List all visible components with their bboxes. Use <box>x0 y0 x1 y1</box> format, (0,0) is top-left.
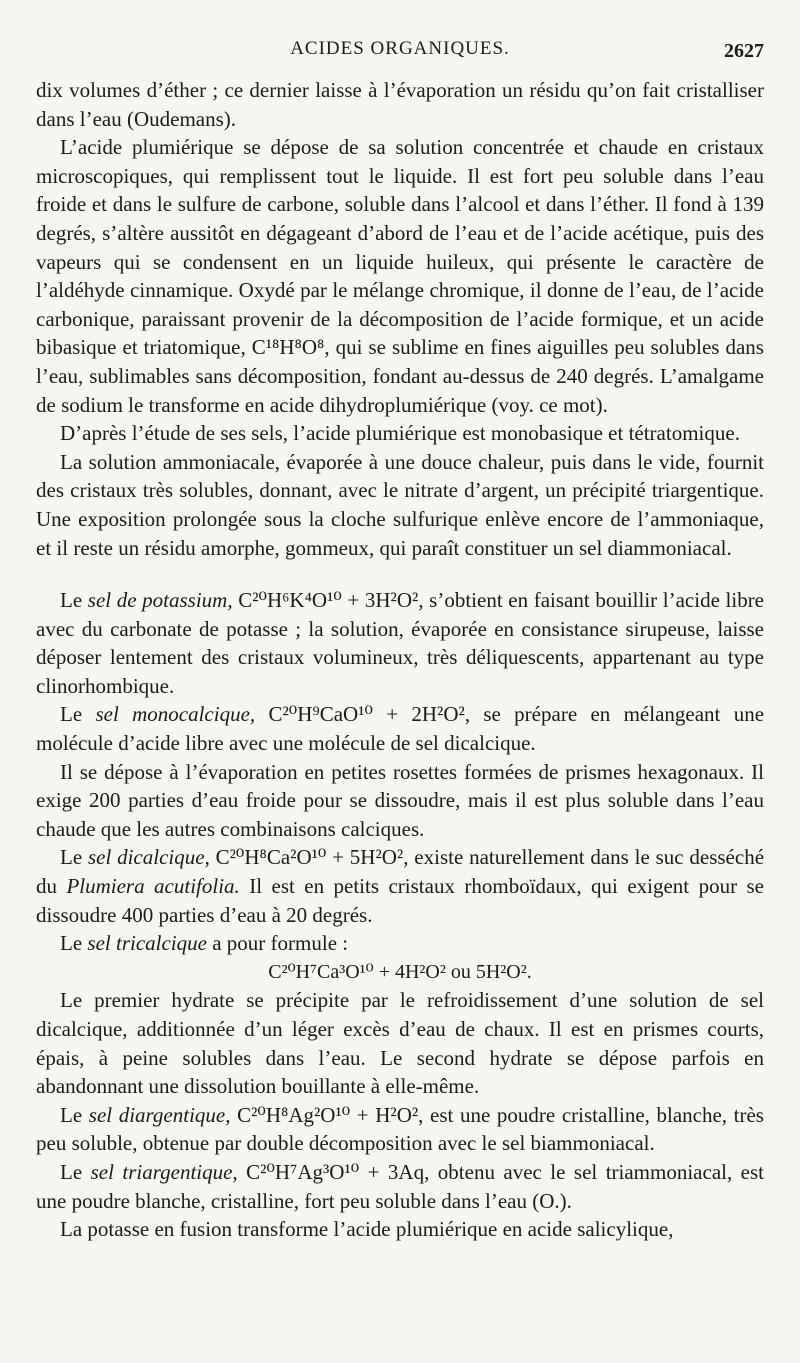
salt-name: sel monocalcique, <box>95 702 256 727</box>
paragraph-13: La potasse en fusion transforme l’acide plumiérique en acide salicylique, <box>60 1217 674 1242</box>
acid-formula: C¹⁸H⁸O⁸ <box>251 335 325 360</box>
page-header <box>36 38 764 66</box>
plant-name: Plumiera acutifolia. <box>66 874 240 899</box>
paragraph-text: , est une poudre cristalline, blanche, très peu soluble, obtenue par double décomposition avec le sel biammoniacal. <box>36 1102 764 1156</box>
formula-display: C²⁰H⁷Ca³O¹⁰ + 4H²O² ou 5H²O². <box>268 960 532 983</box>
paragraph-text: , s’obtient en faisant bouillir l’acide libre avec du carbonate de potasse ; la solution, évaporée en consistance sirupeuse, laisse déposer lentement des cristaux volumineux, très déliquescents, appartenant au type clinorhombique. <box>36 588 765 698</box>
paragraph-2-text-a: L’acide plumiérique se dépose de sa solution concentrée et chaude en cristaux microscopiques, qui remplissent tout le liquide. Il est fort peu soluble dans l’eau froide et dans le sulfure de carbone, soluble dans l’alcool et dans l’éther. Il fond à 139 degrés, s’altère aussitôt en dégageant d’abord de l’eau et de l’acide acétique, puis des vapeurs qui se condensent en un liquide huileux, qui présente le caractère de l’aldéhyde cinnamique. Oxydé par le mélange chromique, il donne de l’eau, de l’acide carbonique, paraissant provenir de la décomposition de l’acide formique, et un acide bibasique et triatomique, <box>36 135 764 360</box>
paragraph-2-text-b: , qui se sublime en fines aiguilles peu solubles dans l’eau, sublimables sans décomposition, fondant au-dessus de 240 degrés. L’amalgame de sodium le transforme en acide dihydroplumiérique (voy. ce mot). <box>36 335 764 417</box>
paragraph-monocalcique <box>36 700 764 757</box>
lead-text: Le <box>60 588 88 613</box>
paragraph-1: dix volumes d’éther ; ce dernier laisse à l’évaporation un résidu qu’on fait cristalliser dans l’eau (Oudemans). <box>36 78 764 131</box>
salt-formula: C²⁰H⁹CaO¹⁰ + 2H²O² <box>255 702 465 727</box>
paragraph-10: Le premier hydrate se précipite par le refroidissement d’une solution de sel dicalcique, additionnée d’un léger excès d’eau de chaux. Il est en prismes courts, épais, à peine solubles dans l’eau. Le second hydrate se dépose parfois en abandonnant une dissolution bouillante à elle-même. <box>36 988 764 1099</box>
section-gap <box>36 562 764 586</box>
salt-name: sel diargentique, <box>88 1102 231 1127</box>
page-body <box>36 76 764 1244</box>
paragraph-text: , obtenu avec le sel triammoniacal, est une poudre blanche, cristalline, fort peu soluble dans l’eau (O.). <box>36 1159 764 1213</box>
paragraph-text: , existe naturellement dans le suc desséché du <box>36 845 765 899</box>
lead-text: Le <box>60 845 88 870</box>
paragraph-text: Il est en petits cristaux rhomboïdaux, qui exigent pour se dissoudre 400 parties d’eau à 20 degrés. <box>36 874 764 927</box>
salt-formula: C²⁰H⁸Ca²O¹⁰ + 5H²O² <box>209 845 404 870</box>
lead-text: Le <box>60 1159 91 1184</box>
paragraph-triargentique <box>36 1158 764 1215</box>
salt-name: sel triargentique, <box>90 1159 238 1184</box>
salt-formula: C²⁰H⁷Ag³O¹⁰ + 3Aq <box>237 1159 425 1184</box>
paragraph-text: a pour formule : <box>206 931 349 956</box>
running-title: ACIDES ORGANIQUES. <box>290 38 510 59</box>
lead-text: Le <box>60 931 88 956</box>
paragraph-7: Il se dépose à l’évaporation en petites rosettes formées de prismes hexagonaux. Il exige 200 parties d’eau froide pour se dissoudre, mais il est plus soluble dans l’eau chaude que les autres combinaisons calciques. <box>36 759 764 841</box>
paragraph-dicalcique <box>36 843 764 929</box>
salt-name: sel tricalcique <box>87 931 207 956</box>
lead-text: Le <box>60 702 96 727</box>
paragraph-4: La solution ammoniacale, évaporée à une douce chaleur, puis dans le vide, fournit des cristaux très solubles, donnant, avec le nitrate d’argent, un précipité triargentique. Une exposition prolongée sous la cloche sulfurique enlève encore de l’ammoniaque, et il reste un résidu amorphe, gommeux, qui paraît constituer un sel diammoniacal. <box>36 449 764 560</box>
paragraph-3: D’après l’étude de ses sels, l’acide plumiérique est monobasique et tétratomique. <box>60 421 740 446</box>
page-number: 2627 <box>724 40 764 62</box>
paragraph-tricalcique <box>36 929 764 958</box>
lead-text: Le <box>60 1102 89 1127</box>
paragraph-diargentique <box>36 1101 764 1158</box>
salt-name: sel de potassium, <box>87 588 233 613</box>
salt-name: sel dicalcique, <box>87 845 210 870</box>
paragraph-text: , se prépare en mélangeant une molécule d’acide libre avec une molécule de sel dicalcique. <box>36 702 765 756</box>
paragraph-potassium <box>36 586 764 700</box>
paragraph-2 <box>36 133 764 419</box>
salt-formula: C²⁰H⁶K⁴O¹⁰ + 3H²O² <box>232 588 419 613</box>
salt-formula: C²⁰H⁸Ag²O¹⁰ + H²O² <box>230 1102 419 1127</box>
